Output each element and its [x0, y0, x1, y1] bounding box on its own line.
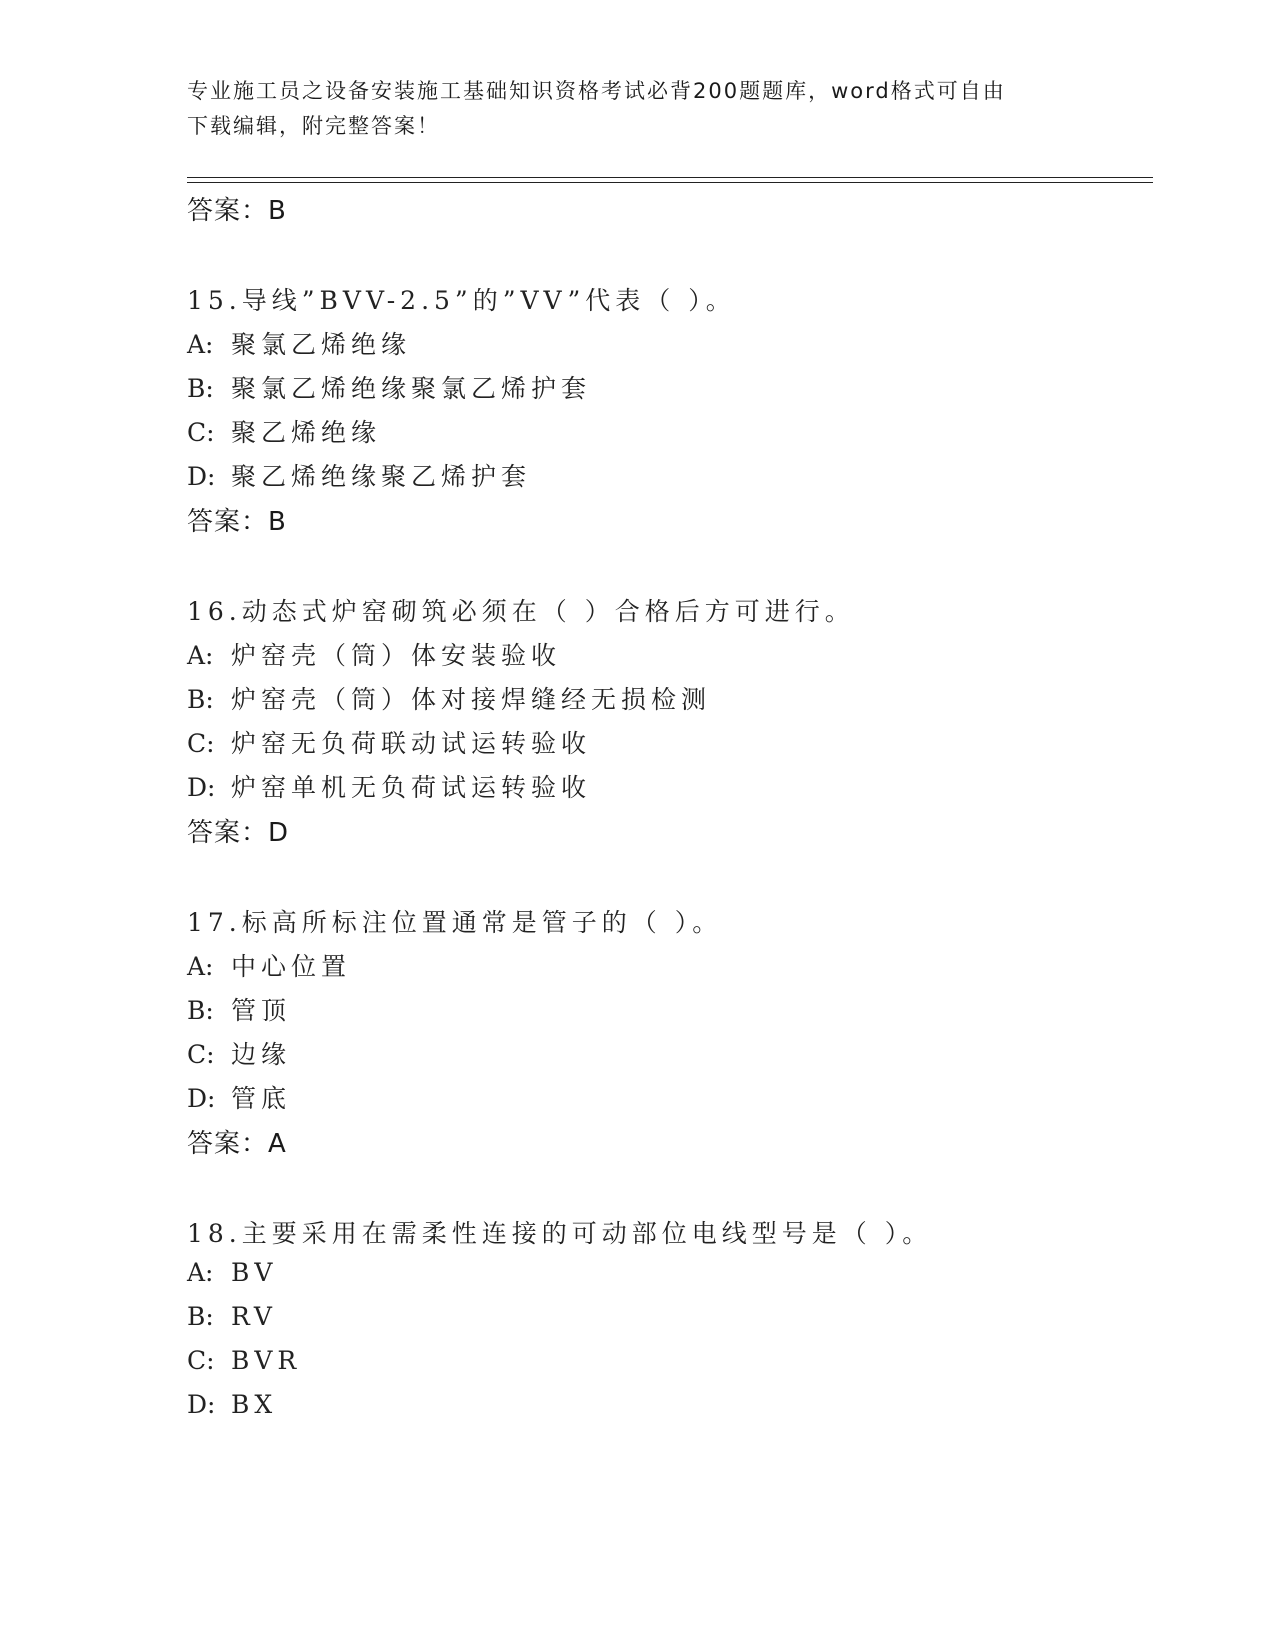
option-key: D:	[187, 773, 216, 802]
option-text: 炉窑无负荷联动试运转验收	[231, 729, 592, 758]
option-a	[187, 325, 411, 361]
answer: 答案：D	[187, 818, 290, 848]
question-stem: 18.主要采用在需柔性连接的可动部位电线型号是（ ）。	[187, 1219, 933, 1248]
header-divider-top	[187, 177, 1153, 178]
option-text: BX	[231, 1390, 278, 1419]
option-key: B:	[187, 1302, 214, 1331]
header-divider-bottom	[187, 182, 1153, 183]
option-text: 边缘	[231, 1040, 292, 1069]
option-key: A:	[187, 641, 214, 670]
option-key: A:	[187, 952, 214, 981]
option-key: D:	[187, 462, 216, 491]
previous-answer: 答案：B	[187, 196, 287, 226]
option-a	[187, 636, 561, 672]
option-text: 管顶	[231, 996, 292, 1025]
option-b	[187, 1302, 277, 1331]
option-text: 聚乙烯绝缘聚乙烯护套	[231, 462, 532, 491]
option-text: 炉窑壳（筒）体安装验收	[231, 641, 562, 670]
option-d	[187, 768, 591, 804]
option-b	[187, 369, 591, 405]
option-key: A:	[187, 1258, 214, 1287]
option-d	[187, 1390, 277, 1419]
option-text: 聚氯乙烯绝缘聚氯乙烯护套	[231, 374, 592, 403]
question-stem: 16.动态式炉窑砌筑必须在（ ）合格后方可进行。	[187, 597, 855, 626]
option-a	[187, 1258, 277, 1287]
option-key: D:	[187, 1390, 216, 1419]
option-a	[187, 947, 351, 983]
document-header	[187, 74, 1087, 144]
option-key: B:	[187, 685, 214, 714]
option-d	[187, 457, 531, 493]
option-key: B:	[187, 374, 214, 403]
option-key: D:	[187, 1084, 216, 1113]
option-d	[187, 1079, 291, 1115]
option-c	[187, 1346, 301, 1375]
answer: 答案：B	[187, 507, 287, 537]
option-text: 中心位置	[231, 952, 352, 981]
option-key: C:	[187, 729, 215, 758]
header-title-line-2: 下载编辑，附完整答案！	[187, 114, 440, 138]
option-b	[187, 991, 291, 1027]
option-c	[187, 724, 591, 760]
option-text: BVR	[231, 1346, 302, 1375]
answer: 答案：A	[187, 1129, 287, 1159]
option-c	[187, 413, 381, 449]
option-b	[187, 680, 711, 716]
option-text: 炉窑单机无负荷试运转验收	[231, 773, 592, 802]
option-key: B:	[187, 996, 214, 1025]
option-text: BV	[231, 1258, 278, 1287]
header-title-line-1: 专业施工员之设备安装施工基础知识资格考试必背200题题库，word格式可自由	[187, 79, 1006, 103]
question-stem: 15.导线”BVV-2.5”的”VV”代表（ ）。	[187, 286, 736, 315]
option-text: RV	[231, 1302, 277, 1331]
question-stem: 17.标高所标注位置通常是管子的（ ）。	[187, 908, 723, 937]
option-key: C:	[187, 1346, 215, 1375]
option-text: 管底	[231, 1084, 292, 1113]
option-text: 聚氯乙烯绝缘	[231, 330, 412, 359]
option-key: C:	[187, 418, 215, 447]
option-key: A:	[187, 330, 214, 359]
option-c	[187, 1035, 291, 1071]
option-text: 聚乙烯绝缘	[231, 418, 382, 447]
option-text: 炉窑壳（筒）体对接焊缝经无损检测	[231, 685, 712, 714]
option-key: C:	[187, 1040, 215, 1069]
